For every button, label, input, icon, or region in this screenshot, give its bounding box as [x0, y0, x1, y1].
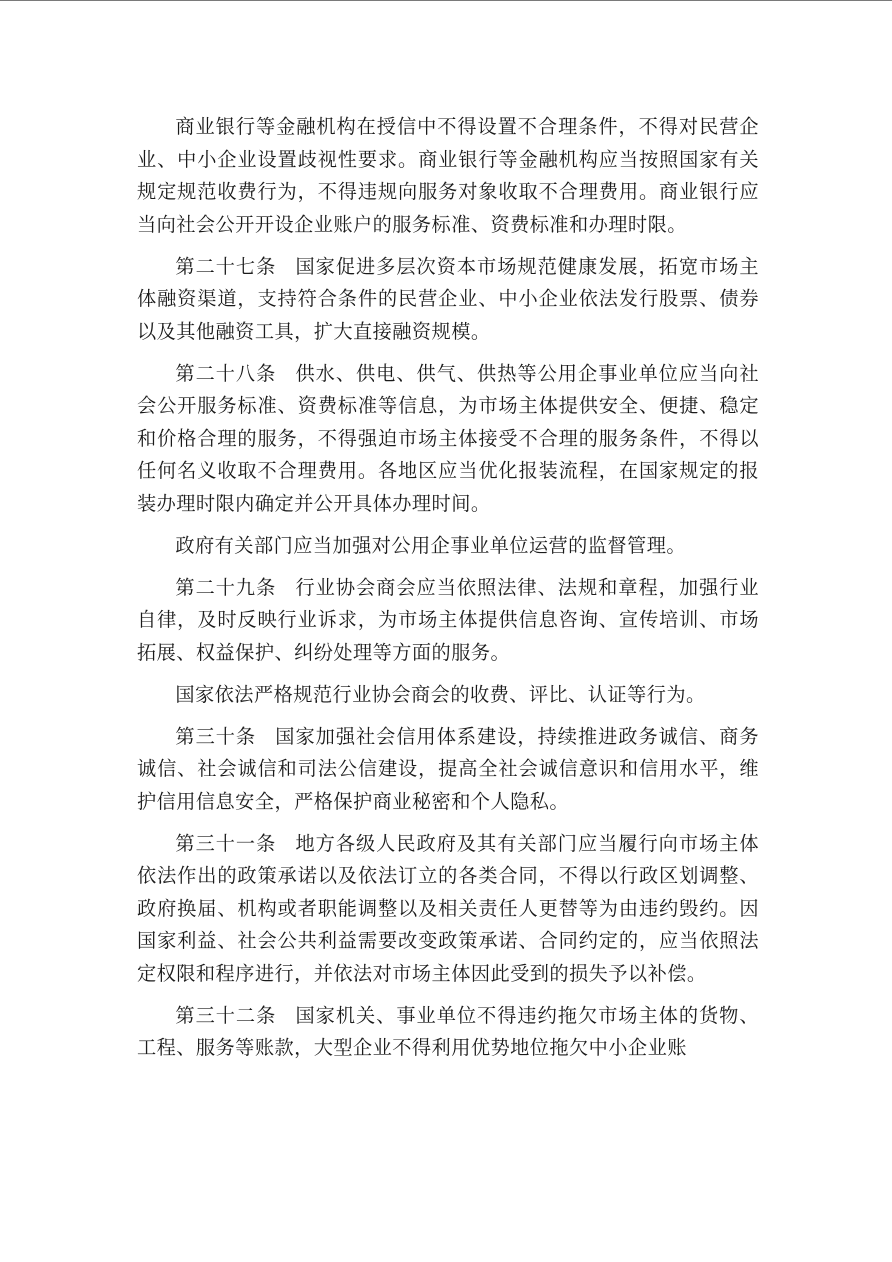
document-page: [137, 111, 759, 1065]
paragraph-article-27: [137, 251, 759, 349]
paragraph-article-30: [137, 721, 759, 819]
page-top-border: [0, 0, 892, 1]
article-number: 第二十八条: [175, 361, 277, 385]
paragraph-association-fees: [137, 679, 759, 712]
paragraph-text: 供水、供电、供气、供热等公用企事业单位应当向社会公开服务标准、资费标准等信息，为市场主体提供安全、便捷、稳定和价格合理的服务，不得强迫市场主体接受不合理的服务条件，不得以任何名义收取不合理费用。各地区应当优化报装流程，在国家规定的报装办理时限内确定并公开具体办理时间。: [137, 361, 759, 515]
paragraph-text: 国家依法严格规范行业协会商会的收费、评比、认证等行为。: [175, 682, 706, 706]
article-number: 第二十七条: [175, 254, 277, 278]
paragraph-article-28: [137, 358, 759, 521]
paragraph-text: 国家促进多层次资本市场规范健康发展，拓宽市场主体融资渠道，支持符合条件的民营企业、中小企业依法发行股票、债券以及其他融资工具，扩大直接融资规模。: [137, 254, 759, 343]
article-number: 第二十九条: [175, 575, 277, 599]
paragraph-text: 商业银行等金融机构在授信中不得设置不合理条件，不得对民营企业、中小企业设置歧视性要求。商业银行等金融机构应当按照国家有关规定规范收费行为，不得违规向服务对象收取不合理费用。商业银行应当向社会公开开设企业账户的服务标准、资费标准和办理时限。: [137, 115, 759, 236]
paragraph-bank-credit: [137, 111, 759, 241]
article-number: 第三十二条: [175, 1003, 277, 1027]
paragraph-text: 地方各级人民政府及其有关部门应当履行向市场主体依法作出的政策承诺以及依法订立的各类合同，不得以行政区划调整、政府换届、机构或者职能调整以及相关责任人更替等为由违约毁约。因国家利益、社会公共利益需要改变政策承诺、合同约定的，应当依照法定权限和程序进行，并依法对市场主体因此受到的损失予以补偿。: [137, 831, 759, 985]
paragraph-text: 国家机关、事业单位不得违约拖欠市场主体的货物、工程、服务等账款，大型企业不得利用优势地位拖欠中小企业账: [137, 1003, 759, 1059]
article-number: 第三十条: [175, 724, 257, 748]
paragraph-text: 政府有关部门应当加强对公用企事业单位运营的监督管理。: [175, 533, 686, 557]
paragraph-text: 行业协会商会应当依照法律、法规和章程，加强行业自律，及时反映行业诉求，为市场主体提供信息咨询、宣传培训、市场拓展、权益保护、纠纷处理等方面的服务。: [137, 575, 759, 664]
paragraph-text: 国家加强社会信用体系建设，持续推进政务诚信、商务诚信、社会诚信和司法公信建设，提高全社会诚信意识和信用水平，维护信用信息安全，严格保护商业秘密和个人隐私。: [137, 724, 759, 813]
paragraph-article-31: [137, 828, 759, 991]
paragraph-article-32: [137, 1000, 759, 1065]
article-number: 第三十一条: [175, 831, 277, 855]
paragraph-article-29: [137, 572, 759, 670]
paragraph-public-utility-supervision: [137, 530, 759, 563]
